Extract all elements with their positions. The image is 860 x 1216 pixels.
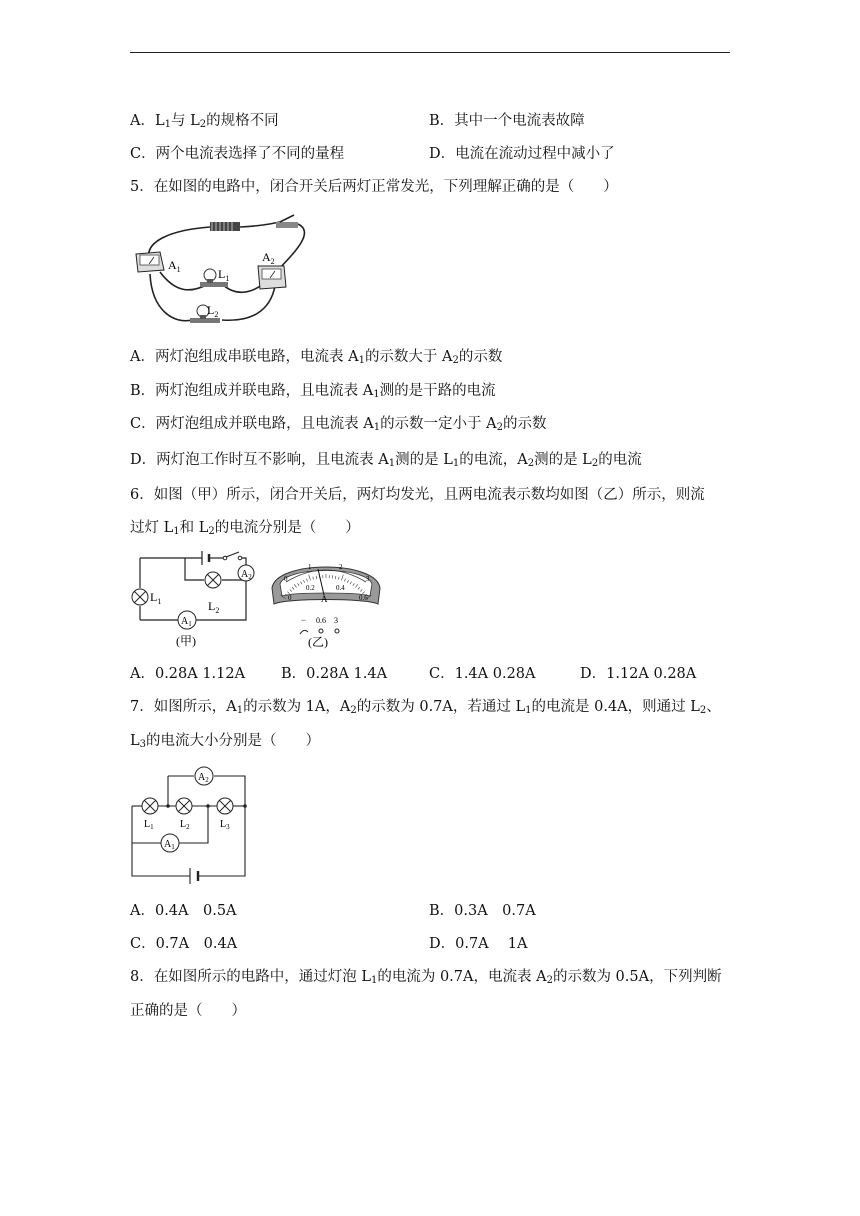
svg-text:L2: $L_2$: [180, 819, 190, 831]
q6-option-c[interactable]: C．1.4A 0.28A: [429, 666, 536, 682]
q7-option-d[interactable]: D．0.7A 1A: [429, 936, 528, 952]
svg-text:0.4: 0.4: [336, 584, 345, 592]
svg-text:3: 3: [334, 616, 338, 625]
q6-stem-line2: 过灯 $L_1$和 $L_2$的电流分别是（ ）: [130, 520, 360, 537]
q8-stem-line1: 8．在如图所示的电路中，通过灯泡 $L_1$的电流为 0.7A，电流表 $A_2$的示数为 0.5A，下列判断: [130, 969, 722, 986]
q6-option-b[interactable]: B．0.28A 1.4A: [281, 666, 388, 682]
svg-text:0.6: 0.6: [316, 616, 326, 625]
svg-text:A: A: [321, 594, 328, 604]
q7-option-a[interactable]: A．0.4A 0.5A: [130, 903, 237, 919]
q5-option-a[interactable]: A．两灯泡组成串联电路，电流表 $A_1$的示数大于 $A_2$的示数: [130, 349, 503, 366]
q7-stem-line1: 7．如图所示，$A_1$的示数为 1A，$A_2$的示数为 0.7A，若通过 $L_1$的电流是 0.4A，则通过 $L_2$、: [130, 699, 721, 716]
lamp-l2-icon: [205, 572, 221, 588]
q6-option-a[interactable]: A．0.28A 1.12A: [130, 666, 246, 682]
svg-text:L1: $L_1$: [150, 590, 162, 606]
q4-option-b[interactable]: B．其中一个电流表故障: [429, 113, 585, 129]
q7-option-c[interactable]: C．0.7A 0.4A: [130, 936, 238, 952]
header-rule: [130, 52, 730, 53]
svg-text:2: 2: [339, 563, 343, 571]
lamp-l1-icon: [142, 798, 158, 814]
svg-text:0: 0: [288, 594, 292, 602]
q6-ammeter-yi-figure: [266, 548, 386, 652]
ammeter-a2-icon: [258, 266, 286, 289]
q5-stem: 5．在如图的电路中，闭合开关后两灯正常发光，下列理解正确的是（ ）: [130, 179, 618, 195]
svg-text:3: 3: [366, 575, 370, 583]
lamp-l2-icon: [176, 798, 192, 814]
svg-text:L1: $L_1$: [218, 267, 230, 283]
q6-option-d[interactable]: D．1.12A 0.28A: [580, 666, 697, 682]
svg-text:L3: $L_3$: [220, 819, 230, 831]
svg-text:L2: $L_2$: [208, 599, 220, 615]
svg-text:L2: $L_2$: [207, 303, 219, 319]
svg-text:0.6: 0.6: [359, 594, 368, 602]
svg-text:A1: $A_1$: [168, 258, 181, 274]
q4-option-a[interactable]: A．$L_1$与 $L_2$的规格不同: [130, 113, 279, 130]
svg-text:−: −: [301, 615, 307, 625]
lamp-l3-icon: [217, 798, 233, 814]
q7-circuit-figure: [128, 764, 252, 884]
svg-text:0: 0: [284, 575, 288, 583]
svg-text:0.2: 0.2: [306, 584, 315, 592]
svg-text:A2: $A_2$: [198, 772, 209, 784]
svg-text:A2: $A_2$: [241, 569, 252, 581]
battery-icon: [210, 222, 240, 231]
q5-option-b[interactable]: B．两灯泡组成并联电路，且电流表 $A_1$测的是干路的电流: [130, 383, 496, 400]
ammeter-a1-icon: [136, 252, 164, 272]
q8-stem-line2: 正确的是（ ）: [130, 1003, 246, 1019]
svg-text:A2: $A_2$: [262, 250, 275, 266]
q5-option-d[interactable]: D．两灯泡工作时互不影响，且电流表 $A_1$测的是 $L_1$的电流，$A_2$测的是 $L_2$的电流: [130, 452, 642, 469]
svg-text:(乙): (乙): [308, 635, 328, 649]
switch-icon: [226, 552, 239, 557]
q6-stem-line1: 6．如图（甲）所示，闭合开关后，两灯均发光，且两电流表示数均如图（乙）所示，则流: [130, 487, 705, 503]
svg-text:L1: $L_1$: [144, 819, 154, 831]
q7-option-b[interactable]: B．0.3A 0.7A: [429, 903, 536, 919]
q4-option-c[interactable]: C．两个电流表选择了不同的量程: [130, 146, 345, 162]
q6-circuit-jia-figure: [130, 550, 262, 652]
q7-stem-line2: $L_3$的电流大小分别是（ ）: [130, 733, 321, 750]
svg-text:A1: $A_1$: [181, 616, 192, 628]
lamp-l1-icon: [132, 589, 148, 605]
svg-text:1: 1: [308, 563, 312, 571]
q5-circuit-figure: [130, 212, 310, 330]
q5-option-c[interactable]: C．两灯泡组成并联电路，且电流表 $A_1$的示数一定小于 $A_2$的示数: [130, 416, 547, 433]
switch-icon: [276, 222, 298, 228]
svg-text:A1: $A_1$: [164, 839, 175, 851]
q4-option-d[interactable]: D．电流在流动过程中减小了: [429, 146, 615, 162]
svg-text:(甲): (甲): [176, 634, 196, 648]
